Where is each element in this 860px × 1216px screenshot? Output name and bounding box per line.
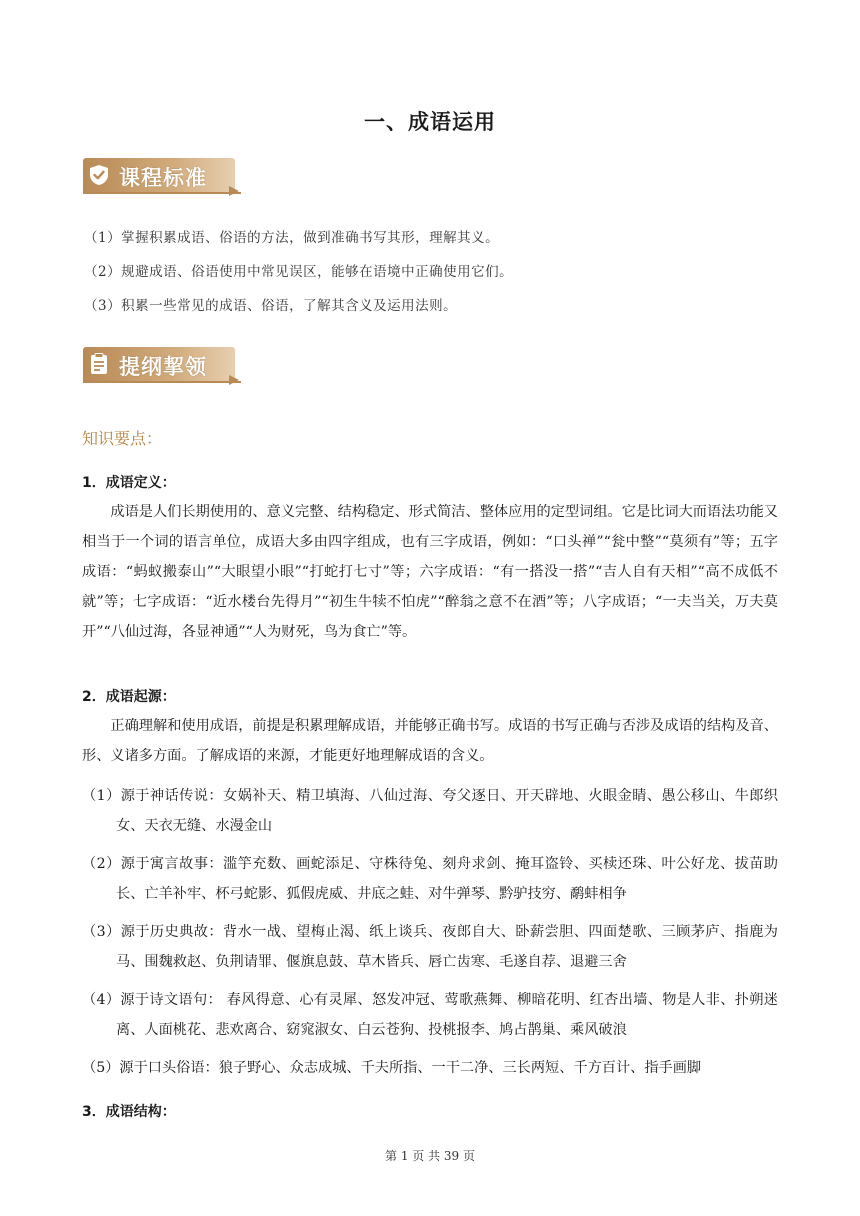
source-list-item: （1）源于神话传说：女娲补天、精卫填海、八仙过海、夸父逐日、开天辟地、火眼金睛、愚公移山、牛郎织女、天衣无缝、水漫金山 — [82, 788, 778, 834]
section-heading: 2．成语起源： — [82, 689, 176, 705]
section-paragraph: 正确理解和使用成语，前提是积累理解成语，并能够正确书写。成语的书写正确与否涉及成语的结构及音、形、义诸多方面。了解成语的来源，才能更好地理解成语的含义。 — [82, 718, 778, 764]
shield-check-icon — [87, 163, 111, 187]
section-heading: 3．成语结构： — [82, 1104, 176, 1120]
outline-banner — [83, 347, 243, 387]
source-list-item: （5）源于口头俗语：狼子野心、众志成城、千夫所指、一干二净、三长两短、千方百计、指手画脚 — [82, 1060, 702, 1076]
knowledge-heading: 知识要点： — [82, 429, 163, 448]
section-heading: 1．成语定义： — [82, 475, 176, 491]
source-list-item: （4）源于诗文语句： 春风得意、心有灵犀、怒发冲冠、莺歌燕舞、柳暗花明、红杏出墙、物是人非、扑朔迷离、人面桃花、悲欢离合、窈窕淑女、白云苍狗、投桃报李、鸠占鹊巢、乘风破浪 — [82, 992, 778, 1038]
clipboard-list-icon — [87, 352, 111, 376]
source-list-item: （2）源于寓言故事：滥竽充数、画蛇添足、守株待兔、刻舟求剑、掩耳盗铃、买椟还珠、叶公好龙、拔苗助长、亡羊补牢、杯弓蛇影、狐假虎威、井底之蛙、对牛弹琴、黔驴技穷、鹬蚌相争 — [82, 856, 778, 902]
banner-arrow — [229, 375, 239, 385]
standards-banner-label: 课程标准 — [119, 166, 207, 190]
standard-item: （3）积累一些常见的成语、俗语，了解其含义及运用法则。 — [84, 298, 458, 314]
standards-banner — [83, 158, 243, 198]
banner-underline — [83, 192, 241, 194]
banner-arrow — [229, 186, 239, 196]
source-list-item: （3）源于历史典故：背水一战、望梅止渴、纸上谈兵、夜郎自大、卧薪尝胆、四面楚歌、三顾茅庐、指鹿为马、围魏救赵、负荆请罪、偃旗息鼓、草木皆兵、唇亡齿寒、毛遂自荐、退避三舍 — [82, 924, 778, 970]
page-footer: 第 1 页 共 39 页 — [385, 1149, 475, 1163]
outline-banner-label: 提纲挈领 — [119, 355, 207, 379]
section-paragraph: 成语是人们长期使用的、意义完整、结构稳定、形式简洁、整体应用的定型词组。它是比词大而语法功能又相当于一个词的语言单位，成语大多由四字组成，也有三字成语，例如：“口头禅”“瓮中整”“莫须有”等；五字成语：“蚂蚁搬泰山”“大眼望小眼”“打蛇打七寸”等；六字成语：“有一搭没一搭”“吉人自有天相”“高不成低不就”等；七字成语：“近水楼台先得月”“初生牛犊不怕虎”“醉翁之意不在酒”等；八字成语；“一夫当关，万夫莫开”“八仙过海，各显神通”“人为财死，鸟为食亡”等。 — [82, 504, 778, 640]
banner-underline — [83, 381, 241, 383]
standard-item: （1）掌握积累成语、俗语的方法，做到准确书写其形，理解其义。 — [84, 230, 500, 246]
page-title: 一、成语运用 — [364, 110, 496, 134]
standard-item: （2）规避成语、俗语使用中常见误区，能够在语境中正确使用它们。 — [84, 264, 514, 280]
